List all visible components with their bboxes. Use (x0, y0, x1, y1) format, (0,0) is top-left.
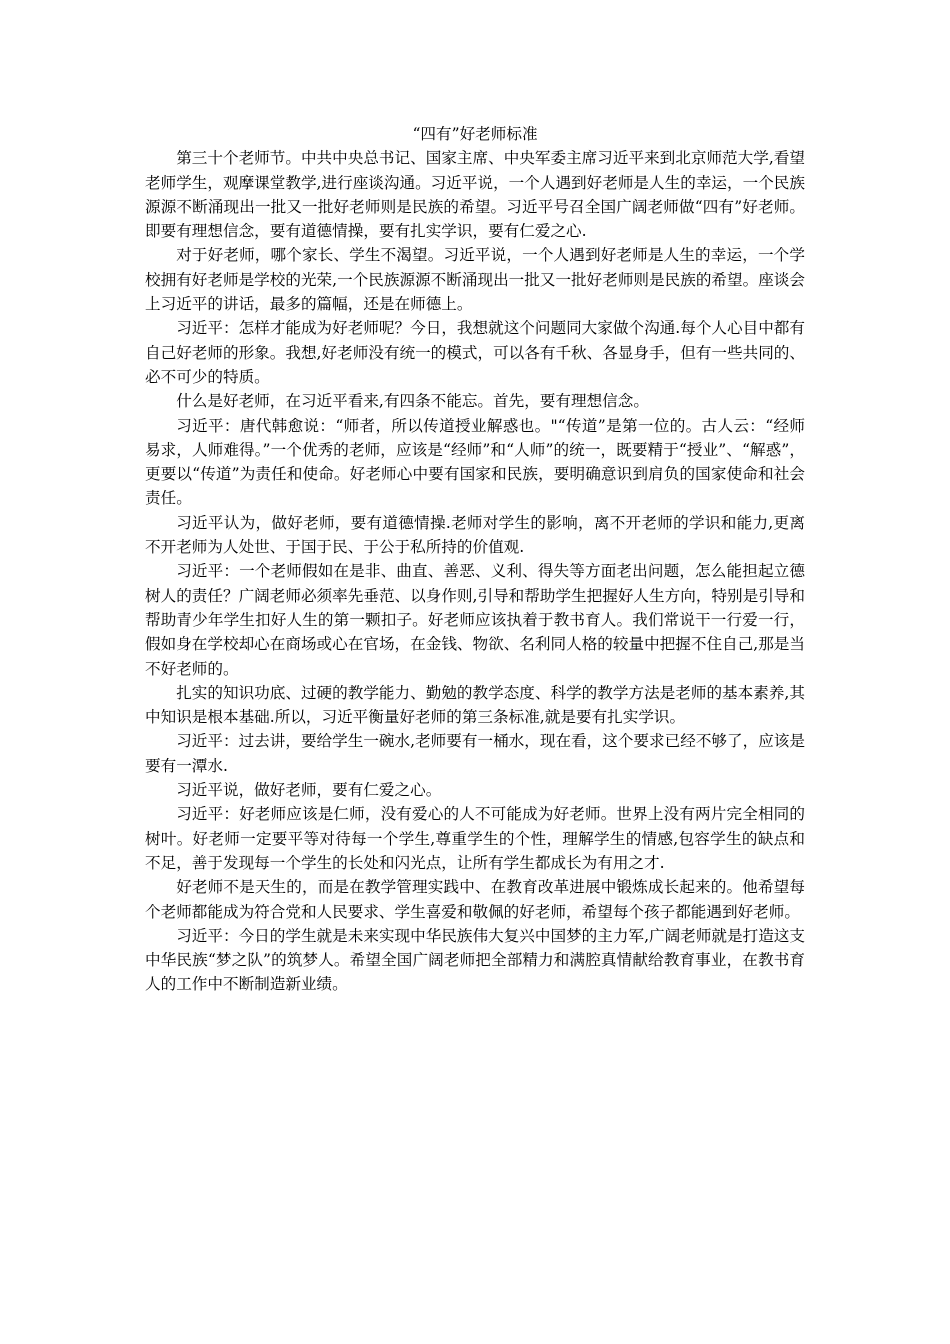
paragraph: 扎实的知识功底、过硬的教学能力、勤勉的教学态度、科学的教学方法是老师的基本素养,其中知识是根本基础.所以，习近平衡量好老师的第三条标准,就是要有扎实学识。 (145, 683, 805, 727)
paragraph: 习近平说，做好老师，要有仁爱之心。 (176, 781, 442, 800)
paragraph: 习近平：唐代韩愈说：“师者，所以传道授业解惑也。"“传道”是第一位的。古人云：“经师易求，人师难得。”一个优秀的老师，应该是“经师”和“人师”的统一，既要精于“授业”、“解惑”，更要以“传道”为责任和使命。好老师心中要有国家和民族，要明确意识到肩负的国家使命和社会责任。 (145, 416, 805, 508)
paragraph: 习近平认为，做好老师，要有道德情操.老师对学生的影响，离不开老师的学识和能力,更离不开老师为人处世、于国于民、于公于私所持的价值观. (145, 513, 805, 557)
paragraph: 好老师不是天生的，而是在教学管理实践中、在教育改革进展中锻炼成长起来的。他希望每个老师都能成为符合党和人民要求、学生喜爱和敬佩的好老师，希望每个孩子都能遇到好老师。 (145, 878, 805, 921)
paragraph: 习近平：怎样才能成为好老师呢？今日，我想就这个问题同大家做个沟通.每个人心目中都有自己好老师的形象。我想,好老师没有统一的模式，可以各有千秋、各显身手，但有一些共同的、必不可少的特质。 (145, 319, 805, 386)
paragraph: 什么是好老师，在习近平看来,有四条不能忘。首先，要有理想信念。 (176, 392, 649, 411)
paragraph: 习近平：过去讲，要给学生一碗水,老师要有一桶水，现在看，这个要求已经不够了，应该是要有一潭水. (145, 732, 805, 775)
document-body (145, 122, 805, 997)
paragraph: 第三十个老师节。中共中央总书记、国家主席、中央军委主席习近平来到北京师范大学,看望老师学生，观摩课堂教学,进行座谈沟通。习近平说，一个人遇到好老师是人生的幸运，一个民族源源不断涌现出一批又一批好老师则是民族的希望。习近平号召全国广阔老师做“四有”好老师。即要有理想信念，要有道德情操，要有扎实学识，要有仁爱之心. (145, 149, 805, 241)
paragraph: 习近平：一个老师假如在是非、曲直、善恶、义利、得失等方面老出问题，怎么能担起立德树人的责任？广阔老师必须率先垂范、以身作则,引导和帮助学生把握好人生方向，特别是引导和帮助青少年学生扣好人生的第一颗扣子。好老师应该执着于教书育人。我们常说干一行爱一行，假如身在学校却心在商场或心在官场，在金钱、物欲、名利同人格的较量中把握不住自己,那是当不好老师的。 (145, 562, 805, 678)
paragraph: 对于好老师，哪个家长、学生不渴望。习近平说，一个人遇到好老师是人生的幸运，一个学校拥有好老师是学校的光荣,一个民族源源不断涌现出一批又一批好老师则是民族的希望。座谈会上习近平的讲话，最多的篇幅，还是在师德上。 (145, 246, 805, 314)
document-title: “四有”好老师标准 (412, 125, 538, 143)
paragraph: 习近平：今日的学生就是未来实现中华民族伟大复兴中国梦的主力军,广阔老师就是打造这支中华民族“梦之队”的筑梦人。希望全国广阔老师把全部精力和满腔真情献给教育事业，在教书育人的工作中不断制造新业绩。 (145, 926, 805, 994)
paragraph: 习近平：好老师应该是仁师，没有爱心的人不可能成为好老师。世界上没有两片完全相同的树叶。好老师一定要平等对待每一个学生,尊重学生的个性，理解学生的情感,包容学生的缺点和不足，善于发现每一个学生的长处和闪光点，让所有学生都成长为有用之才. (145, 805, 805, 872)
